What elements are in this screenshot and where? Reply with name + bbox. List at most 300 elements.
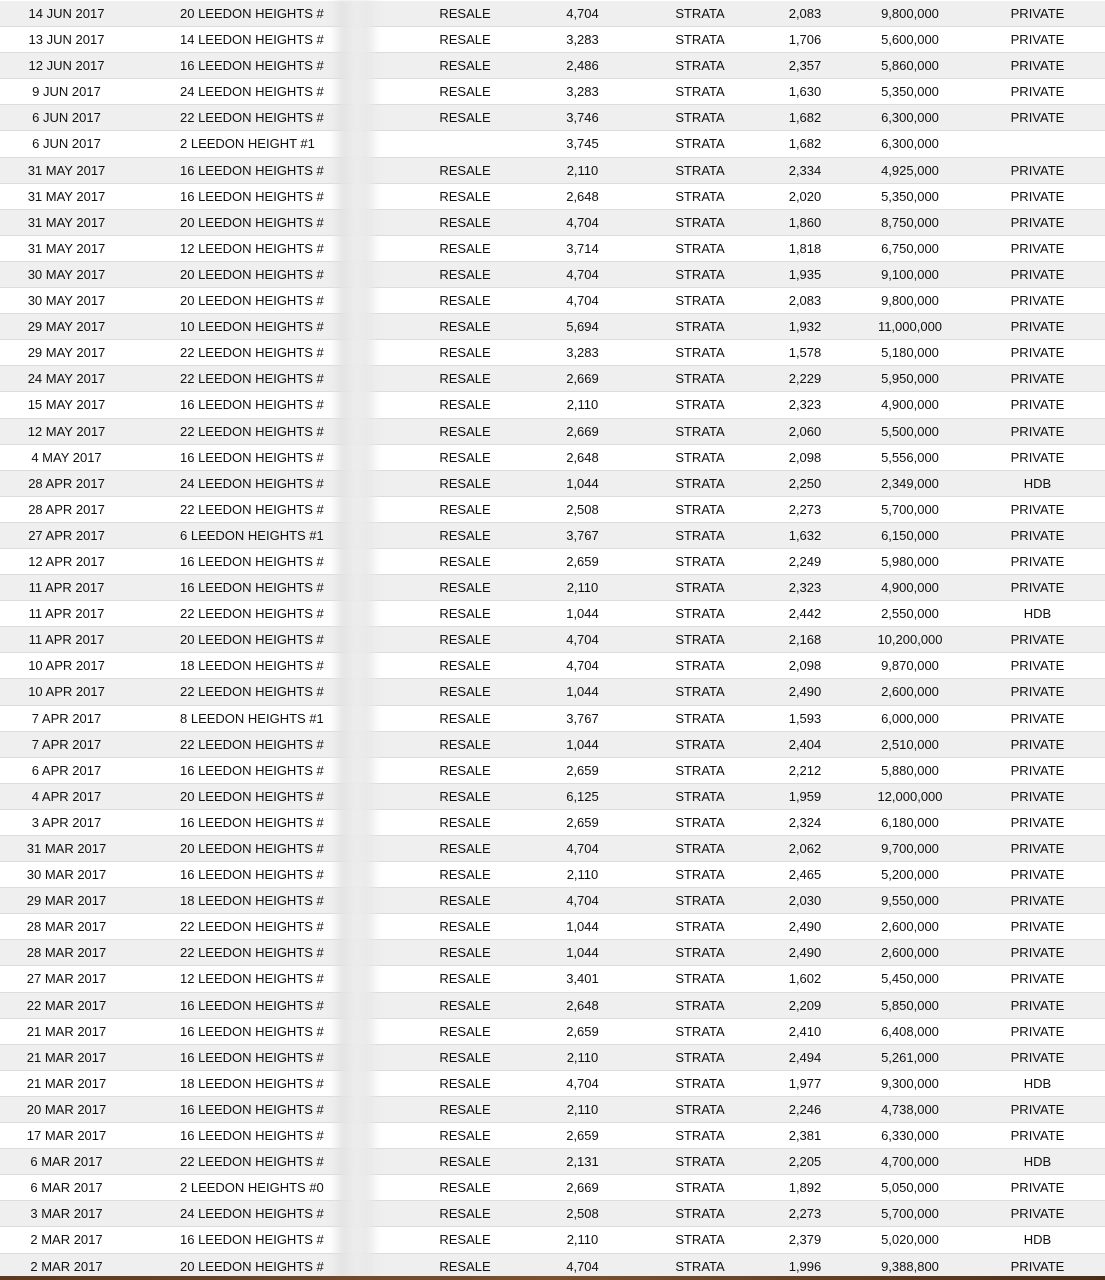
tenure-cell: STRATA xyxy=(675,658,725,674)
table-row[interactable] xyxy=(0,601,1105,627)
address-cell xyxy=(150,1123,360,1148)
address-cell xyxy=(150,184,360,209)
tenure-cell: STRATA xyxy=(675,32,725,48)
window-bottom-edge xyxy=(0,1276,1105,1280)
area-cell: 2,659 xyxy=(566,553,599,569)
date-cell: 11 APR 2017 xyxy=(28,632,105,648)
sale-type-cell: RESALE xyxy=(439,580,491,596)
address-text: 16 LEEDON HEIGHTS # xyxy=(180,397,324,413)
sale-type-cell: RESALE xyxy=(439,475,491,491)
address-cell xyxy=(150,862,360,887)
address-cell xyxy=(150,53,360,78)
area-cell: 4,704 xyxy=(566,841,599,856)
date-cell: 21 MAR 2017 xyxy=(26,1075,107,1091)
property-type-cell: PRIVATE xyxy=(1010,214,1065,230)
area-cell: 2,669 xyxy=(566,371,599,387)
address-text: 22 LEEDON HEIGHTS # xyxy=(180,945,324,961)
property-type-cell: PRIVATE xyxy=(1010,449,1065,465)
area-cell: 3,283 xyxy=(566,32,599,48)
price-cell: 4,925,000 xyxy=(881,162,939,178)
address-cell xyxy=(150,549,360,574)
area-cell: 3,745 xyxy=(566,136,599,152)
address-cell xyxy=(150,1,360,26)
address-cell xyxy=(150,1227,360,1252)
sale-type-cell: RESALE xyxy=(439,32,491,48)
property-type-cell: PRIVATE xyxy=(1010,919,1065,935)
price-cell: 10,200,000 xyxy=(877,632,943,648)
table-row[interactable] xyxy=(0,653,1105,679)
sale-type-cell: RESALE xyxy=(439,527,491,543)
address-cell xyxy=(150,1175,360,1200)
psf-cell: 2,357 xyxy=(788,58,822,74)
property-type-cell: PRIVATE xyxy=(1010,397,1065,413)
property-type-cell: PRIVATE xyxy=(1010,345,1065,361)
date-cell: 30 MAR 2017 xyxy=(26,867,107,883)
address-text: 24 LEEDON HEIGHTS # xyxy=(180,1206,324,1222)
price-cell: 9,870,000 xyxy=(881,658,939,674)
table-row[interactable] xyxy=(0,523,1105,549)
address-cell xyxy=(150,940,360,965)
address-text: 16 LEEDON HEIGHTS # xyxy=(180,1232,324,1248)
property-type-cell: HDB xyxy=(1023,606,1052,622)
psf-cell: 2,062 xyxy=(788,841,822,856)
date-cell: 6 JUN 2017 xyxy=(32,136,101,152)
sale-type-cell: RESALE xyxy=(439,345,491,361)
tenure-cell: STRATA xyxy=(675,319,725,335)
tenure-cell: STRATA xyxy=(675,1023,725,1039)
date-cell: 29 MAR 2017 xyxy=(26,893,107,909)
address-cell xyxy=(150,993,360,1018)
address-text: 24 LEEDON HEIGHTS # xyxy=(180,475,324,491)
date-cell: 3 MAR 2017 xyxy=(30,1206,103,1222)
sale-type-cell xyxy=(405,131,525,156)
area-cell: 2,110 xyxy=(566,867,599,883)
sale-type-cell: RESALE xyxy=(439,240,491,256)
address-text: 20 LEEDON HEIGHTS # xyxy=(180,788,324,804)
property-type-cell: PRIVATE xyxy=(1010,1049,1065,1065)
table-row[interactable] xyxy=(0,1227,1105,1253)
date-cell: 2 MAR 2017 xyxy=(30,1258,103,1274)
price-cell: 5,350,000 xyxy=(881,84,939,100)
address-text: 24 LEEDON HEIGHTS # xyxy=(180,84,324,100)
price-cell: 9,388,800 xyxy=(881,1258,939,1274)
table-row[interactable] xyxy=(0,158,1105,184)
property-type-cell: PRIVATE xyxy=(1010,814,1065,830)
address-text: 22 LEEDON HEIGHTS # xyxy=(180,1154,324,1170)
address-cell xyxy=(150,732,360,757)
property-type-cell: PRIVATE xyxy=(1010,1206,1065,1222)
address-text: 10 LEEDON HEIGHTS # xyxy=(180,319,324,335)
price-cell: 11,000,000 xyxy=(877,319,943,335)
tenure-cell: STRATA xyxy=(675,632,725,648)
area-cell: 4,704 xyxy=(566,632,599,648)
psf-cell: 2,410 xyxy=(788,1023,822,1039)
property-type-cell: PRIVATE xyxy=(1010,501,1065,517)
table-row[interactable] xyxy=(0,53,1105,79)
property-type-cell: PRIVATE xyxy=(1010,32,1065,48)
tenure-cell: STRATA xyxy=(675,762,725,778)
table-row[interactable] xyxy=(0,366,1105,392)
tenure-cell: STRATA xyxy=(675,945,725,961)
address-cell xyxy=(150,27,360,52)
area-cell: 6,125 xyxy=(566,788,599,804)
table-row[interactable] xyxy=(0,1019,1105,1045)
price-cell: 5,450,000 xyxy=(881,971,939,987)
table-row[interactable] xyxy=(0,862,1105,888)
date-cell: 9 JUN 2017 xyxy=(32,84,101,100)
property-type-cell: PRIVATE xyxy=(1010,867,1065,883)
table-row[interactable] xyxy=(0,758,1105,784)
table-row[interactable] xyxy=(0,810,1105,836)
area-cell: 2,131 xyxy=(566,1154,599,1170)
property-type-cell: PRIVATE xyxy=(1010,162,1065,178)
sale-type-cell: RESALE xyxy=(439,1180,491,1196)
sale-type-cell: RESALE xyxy=(439,945,491,961)
date-cell: 31 MAR 2017 xyxy=(26,841,107,856)
tenure-cell: STRATA xyxy=(675,580,725,596)
price-cell: 9,700,000 xyxy=(881,841,939,856)
address-cell xyxy=(150,236,360,261)
transactions-table xyxy=(0,1,1105,1280)
table-row[interactable] xyxy=(0,1201,1105,1227)
psf-cell: 2,273 xyxy=(788,501,822,517)
sale-type-cell: RESALE xyxy=(439,684,491,700)
sale-type-cell: RESALE xyxy=(439,214,491,230)
sale-type-cell: RESALE xyxy=(439,1101,491,1117)
property-type-cell: PRIVATE xyxy=(1010,84,1065,100)
psf-cell: 2,323 xyxy=(788,397,822,413)
tenure-cell: STRATA xyxy=(675,736,725,752)
table-row[interactable] xyxy=(0,27,1105,53)
address-text: 22 LEEDON HEIGHTS # xyxy=(180,919,324,935)
table-row[interactable] xyxy=(0,914,1105,940)
table-row[interactable] xyxy=(0,184,1105,210)
sale-type-cell: RESALE xyxy=(439,762,491,778)
psf-cell: 2,273 xyxy=(788,1206,822,1222)
date-cell: 28 MAR 2017 xyxy=(26,919,107,935)
date-cell: 28 MAR 2017 xyxy=(26,945,107,961)
tenure-cell: STRATA xyxy=(675,606,725,622)
date-cell: 13 JUN 2017 xyxy=(28,32,105,48)
price-cell: 5,980,000 xyxy=(881,553,939,569)
date-cell: 11 APR 2017 xyxy=(28,580,105,596)
address-cell xyxy=(150,1019,360,1044)
date-cell: 4 APR 2017 xyxy=(31,788,102,804)
price-cell: 6,330,000 xyxy=(881,1128,939,1144)
sale-type-cell: RESALE xyxy=(439,971,491,987)
address-text: 16 LEEDON HEIGHTS # xyxy=(180,867,324,883)
tenure-cell: STRATA xyxy=(675,1049,725,1065)
sale-type-cell: RESALE xyxy=(439,162,491,178)
psf-cell: 2,212 xyxy=(788,762,822,778)
psf-cell: 2,020 xyxy=(788,188,822,204)
date-cell: 6 JUN 2017 xyxy=(32,110,101,126)
property-type-cell: PRIVATE xyxy=(1010,762,1065,778)
sale-type-cell: RESALE xyxy=(439,6,491,21)
sale-type-cell: RESALE xyxy=(439,1128,491,1144)
date-cell: 10 APR 2017 xyxy=(28,658,105,674)
table-row[interactable] xyxy=(0,732,1105,758)
price-cell: 12,000,000 xyxy=(877,788,943,804)
address-cell xyxy=(150,1201,360,1226)
area-cell: 2,110 xyxy=(566,1232,599,1248)
area-cell: 3,746 xyxy=(566,110,599,126)
table-row[interactable] xyxy=(0,471,1105,497)
table-row[interactable] xyxy=(0,105,1105,131)
tenure-cell: STRATA xyxy=(675,449,725,465)
sale-type-cell: RESALE xyxy=(439,501,491,517)
address-text: 20 LEEDON HEIGHTS # xyxy=(180,6,324,21)
sale-type-cell: RESALE xyxy=(439,397,491,413)
date-cell: 10 APR 2017 xyxy=(28,684,105,700)
sale-type-cell: RESALE xyxy=(439,449,491,465)
sale-type-cell: RESALE xyxy=(439,893,491,909)
price-cell: 5,880,000 xyxy=(881,762,939,778)
area-cell: 3,767 xyxy=(566,710,599,726)
psf-cell: 2,205 xyxy=(788,1154,822,1170)
property-type-cell: PRIVATE xyxy=(1010,971,1065,987)
table-row[interactable] xyxy=(0,1,1105,27)
date-cell: 31 MAY 2017 xyxy=(27,214,106,230)
address-cell xyxy=(150,888,360,913)
date-cell: 27 MAR 2017 xyxy=(26,971,107,987)
address-cell xyxy=(150,105,360,130)
price-cell: 5,050,000 xyxy=(881,1180,939,1196)
table-row[interactable] xyxy=(0,392,1105,418)
property-type-cell: PRIVATE xyxy=(1010,6,1065,21)
address-text: 12 LEEDON HEIGHTS # xyxy=(180,971,324,987)
tenure-cell: STRATA xyxy=(675,1180,725,1196)
property-type-cell: PRIVATE xyxy=(1010,266,1065,282)
price-cell: 5,020,000 xyxy=(881,1232,939,1248)
sale-type-cell: RESALE xyxy=(439,293,491,309)
table-row[interactable] xyxy=(0,79,1105,105)
psf-cell: 2,209 xyxy=(788,997,822,1013)
sale-type-cell: RESALE xyxy=(439,841,491,856)
price-cell: 6,750,000 xyxy=(881,240,939,256)
table-row[interactable] xyxy=(0,549,1105,575)
property-type-cell: PRIVATE xyxy=(1010,1128,1065,1144)
date-cell: 15 MAY 2017 xyxy=(27,397,106,413)
address-cell xyxy=(150,575,360,600)
price-cell: 6,150,000 xyxy=(881,527,939,543)
address-cell xyxy=(150,914,360,939)
area-cell: 1,044 xyxy=(566,945,599,961)
address-cell xyxy=(150,158,360,183)
address-cell xyxy=(150,314,360,339)
price-cell: 6,180,000 xyxy=(881,814,939,830)
price-cell: 5,700,000 xyxy=(881,501,939,517)
sale-type-cell: RESALE xyxy=(439,1049,491,1065)
psf-cell: 1,860 xyxy=(788,214,822,230)
table-row[interactable] xyxy=(0,575,1105,601)
address-cell xyxy=(150,1045,360,1070)
address-text: 22 LEEDON HEIGHTS # xyxy=(180,501,324,517)
table-row[interactable] xyxy=(0,966,1105,992)
table-row[interactable] xyxy=(0,1123,1105,1149)
sale-type-cell: RESALE xyxy=(439,371,491,387)
tenure-cell: STRATA xyxy=(675,1232,725,1248)
date-cell: 27 APR 2017 xyxy=(28,527,105,543)
property-type-cell: PRIVATE xyxy=(1010,684,1065,700)
address-cell xyxy=(150,79,360,104)
address-text: 18 LEEDON HEIGHTS # xyxy=(180,658,324,674)
address-text: 20 LEEDON HEIGHTS # xyxy=(180,214,324,230)
date-cell: 12 JUN 2017 xyxy=(28,58,105,74)
table-row[interactable] xyxy=(0,340,1105,366)
table-row[interactable] xyxy=(0,288,1105,314)
address-cell xyxy=(150,836,360,861)
price-cell: 5,180,000 xyxy=(881,345,939,361)
price-cell: 2,349,000 xyxy=(881,475,939,491)
tenure-cell: STRATA xyxy=(675,293,725,309)
table-row[interactable] xyxy=(0,784,1105,810)
table-row[interactable] xyxy=(0,940,1105,966)
psf-cell: 1,682 xyxy=(788,110,822,126)
area-cell: 4,704 xyxy=(566,658,599,674)
area-cell: 4,704 xyxy=(566,893,599,909)
address-text: 6 LEEDON HEIGHTS #1 xyxy=(180,527,324,543)
table-row[interactable] xyxy=(0,1149,1105,1175)
area-cell: 3,283 xyxy=(566,345,599,361)
area-cell: 2,486 xyxy=(566,58,599,74)
address-cell xyxy=(150,758,360,783)
price-cell: 4,900,000 xyxy=(881,580,939,596)
tenure-cell: STRATA xyxy=(675,6,725,21)
tenure-cell: STRATA xyxy=(675,1075,725,1091)
area-cell: 1,044 xyxy=(566,475,599,491)
table-row[interactable] xyxy=(0,497,1105,523)
table-row[interactable] xyxy=(0,888,1105,914)
table-row[interactable] xyxy=(0,706,1105,732)
sale-type-cell: RESALE xyxy=(439,110,491,126)
date-cell: 11 APR 2017 xyxy=(28,606,105,622)
property-type-cell: PRIVATE xyxy=(1010,997,1065,1013)
table-row[interactable] xyxy=(0,1045,1105,1071)
property-type-cell: PRIVATE xyxy=(1010,580,1065,596)
area-cell: 4,704 xyxy=(566,293,599,309)
address-cell xyxy=(150,653,360,678)
psf-cell: 2,379 xyxy=(788,1232,822,1248)
property-type-cell xyxy=(975,131,1100,156)
price-cell: 8,750,000 xyxy=(881,214,939,230)
address-text: 8 LEEDON HEIGHTS #1 xyxy=(180,710,324,726)
property-type-cell: PRIVATE xyxy=(1010,319,1065,335)
table-row[interactable] xyxy=(0,993,1105,1019)
table-row[interactable] xyxy=(0,836,1105,862)
psf-cell: 2,098 xyxy=(788,449,822,465)
sale-type-cell: RESALE xyxy=(439,1232,491,1248)
price-cell: 5,700,000 xyxy=(881,1206,939,1222)
psf-cell: 2,490 xyxy=(788,945,822,961)
tenure-cell: STRATA xyxy=(675,162,725,178)
property-type-cell: PRIVATE xyxy=(1010,658,1065,674)
property-type-cell: PRIVATE xyxy=(1010,1180,1065,1196)
date-cell: 3 APR 2017 xyxy=(31,814,102,830)
tenure-cell: STRATA xyxy=(675,188,725,204)
address-text: 16 LEEDON HEIGHTS # xyxy=(180,188,324,204)
property-type-cell: PRIVATE xyxy=(1010,423,1065,439)
address-text: 2 LEEDON HEIGHT #1 xyxy=(180,136,315,152)
property-type-cell: HDB xyxy=(1023,1232,1052,1248)
tenure-cell: STRATA xyxy=(675,371,725,387)
tenure-cell: STRATA xyxy=(675,867,725,883)
price-cell: 9,300,000 xyxy=(881,1075,939,1091)
address-text: 22 LEEDON HEIGHTS # xyxy=(180,606,324,622)
tenure-cell: STRATA xyxy=(675,475,725,491)
price-cell: 4,738,000 xyxy=(881,1101,939,1117)
table-row[interactable] xyxy=(0,314,1105,340)
address-cell xyxy=(150,340,360,365)
table-row[interactable] xyxy=(0,627,1105,653)
table-row[interactable] xyxy=(0,210,1105,236)
psf-cell: 2,324 xyxy=(788,814,822,830)
date-cell: 21 MAR 2017 xyxy=(26,1023,107,1039)
area-cell: 4,704 xyxy=(566,6,599,21)
address-text: 22 LEEDON HEIGHTS # xyxy=(180,684,324,700)
date-cell: 29 MAY 2017 xyxy=(27,345,106,361)
tenure-cell: STRATA xyxy=(675,501,725,517)
address-cell xyxy=(150,1254,360,1279)
address-text: 22 LEEDON HEIGHTS # xyxy=(180,736,324,752)
address-text: 16 LEEDON HEIGHTS # xyxy=(180,814,324,830)
tenure-cell: STRATA xyxy=(675,527,725,543)
tenure-cell: STRATA xyxy=(675,814,725,830)
address-text: 14 LEEDON HEIGHTS # xyxy=(180,32,324,48)
table-row[interactable] xyxy=(0,131,1105,157)
tenure-cell: STRATA xyxy=(675,1128,725,1144)
psf-cell: 1,892 xyxy=(788,1180,822,1196)
table-row[interactable] xyxy=(0,236,1105,262)
price-cell: 5,200,000 xyxy=(881,867,939,883)
property-type-cell: HDB xyxy=(1023,1154,1052,1170)
table-row[interactable] xyxy=(0,1097,1105,1123)
date-cell: 28 APR 2017 xyxy=(28,501,105,517)
sale-type-cell: RESALE xyxy=(439,1075,491,1091)
table-row[interactable] xyxy=(0,445,1105,471)
address-text: 22 LEEDON HEIGHTS # xyxy=(180,110,324,126)
date-cell: 30 MAY 2017 xyxy=(27,266,106,282)
psf-cell: 1,932 xyxy=(788,319,822,335)
sale-type-cell: RESALE xyxy=(439,997,491,1013)
price-cell: 9,100,000 xyxy=(881,266,939,282)
psf-cell: 2,334 xyxy=(788,162,822,178)
sale-type-cell: RESALE xyxy=(439,606,491,622)
area-cell: 2,648 xyxy=(566,997,599,1013)
address-cell xyxy=(150,627,360,652)
date-cell: 20 MAR 2017 xyxy=(26,1101,107,1117)
address-cell xyxy=(150,1097,360,1122)
table-row[interactable] xyxy=(0,419,1105,445)
area-cell: 2,110 xyxy=(566,397,599,413)
area-cell: 5,694 xyxy=(566,319,599,335)
sale-type-cell: RESALE xyxy=(439,632,491,648)
psf-cell: 1,602 xyxy=(788,971,822,987)
address-cell xyxy=(150,471,360,496)
tenure-cell: STRATA xyxy=(675,788,725,804)
area-cell: 1,044 xyxy=(566,684,599,700)
property-type-cell: PRIVATE xyxy=(1010,1258,1065,1274)
table-row[interactable] xyxy=(0,1175,1105,1201)
table-row[interactable] xyxy=(0,262,1105,288)
area-cell: 2,110 xyxy=(566,580,599,596)
table-row[interactable] xyxy=(0,1071,1105,1097)
area-cell: 3,283 xyxy=(566,84,599,100)
area-cell: 1,044 xyxy=(566,736,599,752)
address-text: 20 LEEDON HEIGHTS # xyxy=(180,1258,324,1274)
sale-type-cell: RESALE xyxy=(439,266,491,282)
table-row[interactable] xyxy=(0,679,1105,705)
